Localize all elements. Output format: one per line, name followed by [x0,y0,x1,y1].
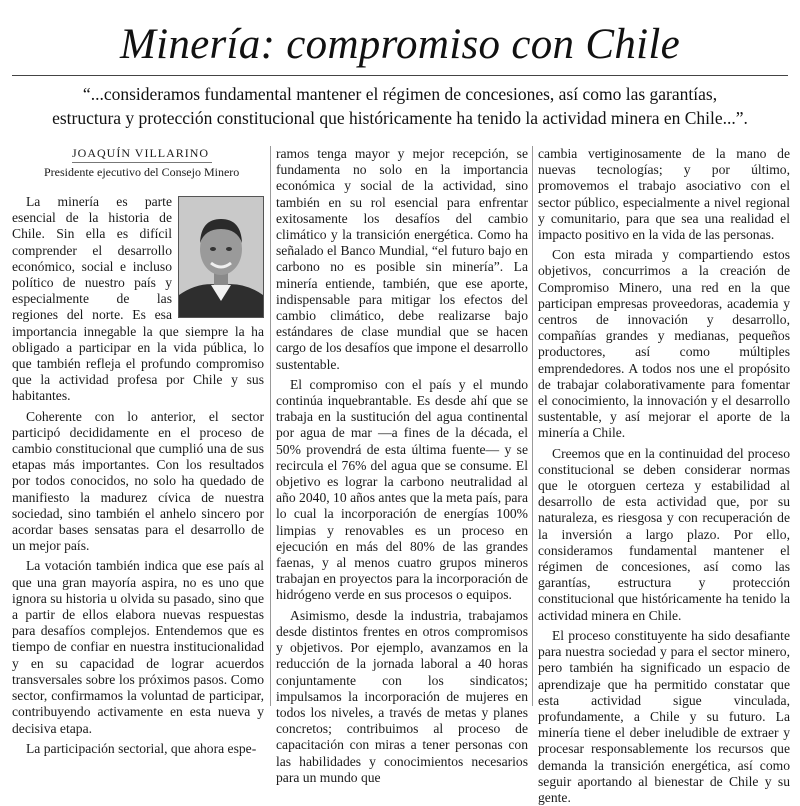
column-1 [12,146,264,756]
article-paragraph: El compromiso con el país y el mundo continúa inquebrantable. Es desde ahí que se trabaja en la sustitución del agua continental por agua de mar —a fines de la década, el 50% provendrá de esta última fuente— y se recircula el 76% del agua que se consume. El objetivo es lograr la carbono neutralidad al año 2040, 10 años antes que la meta país, para lo cual la incorporación de energías 100% limpias y renovables es un proceso en ejecución en más del 80% de las grandes faenas, y al menos cuatro grupos mineros trabajan en proyectos para la incorporación de hidrógeno verde en sus procesos o equipos. [276,376,528,603]
header-divider [12,75,788,76]
article-paragraph: La votación también indica que ese país al que una gran mayoría aspira, no es uno que ignora su historia u olvida su pasado, sino que a partir de ellos elabora nuevas respuestas para desafíos complejos. Entendemos que es tiempo de confiar en nuestra institucionalidad y en su capacidad de lograr acuerdos transversales sobre los próximos pasos. Como sector, confirmamos la voluntad de participar, contribuyendo activamente en esta nueva y decisiva etapa. [12,558,264,736]
column-divider-2 [532,146,533,706]
article-paragraph: La minería es parte esencial de la historia de Chile. Sin ella es difícil comprender el desarrollo económico, social e incluso político de nuestro país y especialmente de las regiones del norte. Es esa importancia innegable la que siempre la ha obligado a participar en la vida pública, lo que también refleja el profundo compromiso que la actividad profesa por Chile y sus habitantes. [12,194,264,404]
author-name: JOAQUÍN VILLARINO [72,146,210,160]
column-3 [538,146,790,805]
pull-quote-line-2: estructura y protección constitucional que históricamente ha tenido la actividad minera en Chile...”. [52,108,748,128]
headline: Minería: compromiso con Chile [119,21,681,68]
pull-quote [20,82,780,130]
column-2 [276,146,528,785]
author-photo [178,196,264,318]
portrait-photo-icon [179,197,263,317]
article-paragraph: La participación sectorial, que ahora espe- [26,740,257,756]
byline [12,146,264,180]
pull-quote-line-1: “...consideramos fundamental mantener el régimen de concesiones, así como las garantías, [82,84,718,104]
column-divider-1 [270,146,271,706]
article-paragraph: cambia vertiginosamente de la mano de nuevas tecnologías; y por último, promovemos el trabajo asociativo con el sector público, especialmente a nivel regional y comunitario, para que sea una realidad el impacto positivo en la vida de las personas. [538,146,790,243]
article-paragraph: Asimismo, desde la industria, trabajamos desde distintos frentes en otros compromisos y objetivos. Por ejemplo, avanzamos en la reducción de la jornada laboral a 40 horas conjuntamente con los sindicatos; impulsamos la incorporación de mujeres en todos los niveles, a través de metas y planes concretos; contribuimos al proceso de capacitación con miras a tener personas con las habilidades y conocimientos necesarios para un mundo que [276,607,528,785]
article-paragraph: ramos tenga mayor y mejor recepción, se fundamenta no solo en la importancia económica y social de la actividad, sino también en su rol esencial para enfrentar exitosamente los desafíos del cambio climático y la transición energética. Como ha señalado el Banco Mundial, “el futuro bajo en carbono no es posible sin minería”. La minería entiende, también, que ese aporte, indispensable para mitigar los efectos del cambio climático, debe realizarse bajo estándares de clase mundial que se hacen cargo de los desafíos que impone el desarrollo sustentable. [276,146,528,372]
author-underline [72,162,212,163]
article-paragraph: Creemos que en la continuidad del proceso constitucional se deben considerar normas que le otorguen certeza y estabilidad al desarrollo de esta actividad que, por su naturaleza, es riesgosa y con recuperación de la inversión a largo plazo. Por ello, consideramos fundamental mantener el régimen de concesiones, así como las garantías, estructura y protección constitucional que históricamente ha tenido la actividad minera en Chile. [538,445,790,623]
author-role: Presidente ejecutivo del Consejo Minero [44,165,240,179]
article-paragraph: El proceso constituyente ha sido desafiante para nuestra sociedad y para el sector minero, pero también ha significado un espacio de aprendizaje que ha permitido constatar que esta actividad sigue vinculada, profundamente, a Chile y su futuro. La minería tiene el deber ineludible de extraer y procesar responsablemente los recursos que demanda la transición energética, así como seguir aportando al bienestar de Chile y su gente. [538,627,790,805]
article-paragraph: Con esta mirada y compartiendo estos objetivos, concurrimos a la creación de Compromiso Minero, una red en la que participan empresas proveedoras, academia y centros de innovación y desarrollo, compañías grandes y medianas, pequeños productores, así como múltiples emprendedores. A todos nos une el propósito de trabajar colaborativamente para fomentar el conocimiento, la innovación y el desarrollo sustentable, y así mejorar el aporte de la minería a Chile. [538,247,790,441]
article-paragraph: Coherente con lo anterior, el sector participó decididamente en el proceso de cambio constitucional que cumplió una de sus etapas más importantes. Con los resultados por todos conocidos, no solo ha quedado de manifiesto la madurez cívica de nuestra sociedad, sino también el anhelo sincero por acordar bases sensatas para el desarrollo de un mejor país. [12,408,264,554]
